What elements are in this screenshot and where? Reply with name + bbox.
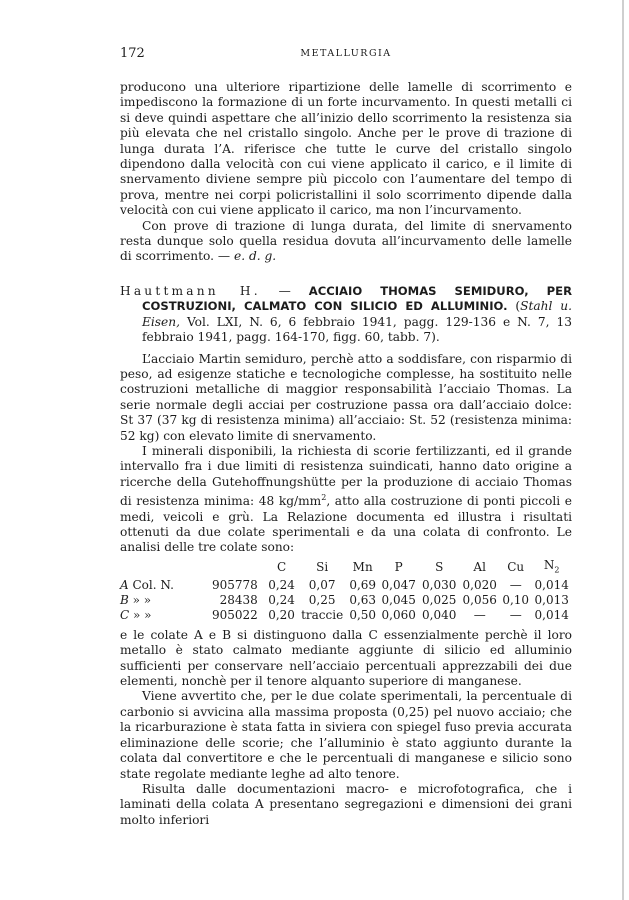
header-cell: Mn — [352, 560, 373, 575]
table-row: C » » 905022 0,20 traccie 0,50 0,060 0,040 — — 0,014 — [120, 608, 572, 623]
header-cell: Cu — [507, 560, 525, 575]
paragraph-conclusion — [120, 219, 572, 265]
header-cell: Al — [473, 560, 486, 575]
table-cell: 0,045 — [381, 593, 416, 608]
table-cell: — — [509, 577, 522, 592]
citation-dash: — — [260, 283, 309, 298]
table-cell: 0,040 — [422, 608, 457, 623]
row-label: B — [120, 593, 129, 608]
page-body — [120, 80, 572, 828]
table-cell: 0,20 — [268, 608, 295, 623]
paragraph-continuation: producono una ulteriore ripartizione delle lamelle di scorrimento e impediscono la formazione di un forte incurvamento. In questi metalli ci si deve quindi aspettare che all’inizio dello scorrimento la resistenza sia più elevata che nel cristallo singolo. Anche per le prove di trazione di lunga durata l’A. riferisce che tutte le curve del cristallo singolo dipendono dalla velocità con cui viene applicato il carico, e il limite di snervamento diviene sempre più piccolo con l’aumentare del tempo di prova, mentre nei corpi policristallini il solo scorrimento dipende dalla velocità con cui viene applicato il carico, ma non l’incurvamento. — [120, 80, 572, 218]
page-header — [120, 46, 572, 64]
article-citation — [120, 284, 572, 346]
table-cell: 0,014 — [534, 608, 569, 623]
table-cell: 0,63 — [349, 593, 377, 608]
table-cell: 0,056 — [462, 593, 497, 608]
paragraph-comparison: e le colate A e B si distinguono dalla C essenzialmente perchè il loro metallo è stato calmato mediante aggiunte di silicio ed alluminio sufficienti per conservare nell’acciaio percentuali apprezzabili dei due elementi, nonchè per il tenore alquanto superiore di manganese. — [120, 627, 572, 689]
table-row: A Col. N. 905778 0,24 0,07 0,69 0,047 0,030 0,020 — 0,014 — [120, 578, 572, 593]
conclusion-text: Con prove di trazione di lunga durata, del limite di snervamento resta dunque solo quella residua dovuta all’incurvamento delle lamelle di scorrimento. — — [120, 218, 572, 264]
table-header-row — [120, 558, 572, 578]
header-cell-nitrogen: $N_2$ — [543, 557, 560, 575]
page-edge-rule — [622, 0, 624, 900]
paragraph-intro: L’acciaio Martin semiduro, perchè atto a soddisfare, con risparmio di peso, ad esigenze statiche e tecnologiche complesse, ha sostituito nelle costruzioni metalliche di maggior responsabilità l’acciaio Thomas. La serie normale degli acciai per costruzione passa ora dall’acciaio dolce: St 37 (37 kg di resistenza minima) all’acciaio: St. 52 (resistenza minima: 52 kg) con elevato limite di snervamento. — [120, 351, 572, 443]
row-label: A — [120, 577, 129, 592]
header-cell: P — [394, 560, 403, 575]
signature-initials: e. d. g. — [234, 249, 277, 264]
table-cell: 0,07 — [308, 577, 336, 592]
table-cell: 0,025 — [422, 593, 457, 608]
page-number: 172 — [120, 46, 145, 61]
header-cell: C — [276, 560, 287, 575]
citation-details: Vol. LXI, N. 6, 6 febbraio 1941, pagg. 129-136 e N. 7, 13 febbraio 1941, pagg. 164-170, figg. 60, tabb. 7). — [142, 314, 572, 345]
header-cell: S — [435, 560, 444, 575]
paragraph-minerals — [120, 444, 572, 556]
table-cell: 0,10 — [502, 593, 530, 608]
citation-author: Hauttmann H. — [120, 283, 261, 298]
table-cell: 0,060 — [381, 608, 416, 623]
table-cell: 0,013 — [534, 593, 569, 608]
table-cell: traccie — [301, 608, 344, 623]
table-cell: 0,69 — [349, 577, 377, 592]
table-cell: — — [473, 608, 486, 623]
citation-journal: Stahl u. Eisen, — [142, 299, 572, 329]
squared-superscript: 2 — [321, 493, 327, 503]
table-cell: 0,020 — [462, 577, 497, 592]
citation-title: ACCIAIO THOMAS SEMIDURO, PER COSTRUZIONI, CALMATO CON SILICIO ED ALLUMINIO. — [142, 283, 572, 314]
table-cell: 0,047 — [381, 577, 416, 592]
table-cell: 0,50 — [349, 608, 377, 623]
header-cell: Si — [316, 560, 329, 575]
minerals-text-a: I minerali disponibili, la richiesta di scorie fertilizzanti, ed il grande intervallo fra i due limiti di resistenza suindicati, hanno dato origine a ricerche della Gutehoffnungshütte per la produzione di acciaio Thomas di resistenza minima: 48 kg/mm — [120, 443, 572, 509]
table-cell: 0,030 — [422, 577, 457, 592]
analysis-table — [120, 558, 572, 624]
paragraph-carbon: Viene avvertito che, per le due colate sperimentali, la percentuale di carbonio si avvicina alla massima proposta (0,25) pel nuovo acciaio; che la ricarburazione è stata fatta in siviera con spiegel fuso previa accurata eliminazione delle scorie; che l’alluminio è stato aggiunto durante la colata dal convertitore e che le percentuali di manganese e silicio sono state regolate mediante leghe ad alto tenore. — [120, 689, 572, 781]
cast-number: 28438 — [219, 593, 258, 608]
table-row: B » » 28438 0,24 0,25 0,63 0,045 0,025 0,056 0,10 0,013 — [120, 593, 572, 608]
table-cell: — — [509, 608, 522, 623]
citation-paren: ( — [507, 299, 521, 314]
paragraph-results: Risulta dalle documentazioni macro- e microfotografica, che i laminati della colata A presentano segregazioni e dimensioni dei grani molto inferiori — [120, 781, 572, 827]
table-cell: 0,24 — [268, 577, 295, 592]
running-head: METALLURGIA — [300, 48, 392, 59]
cast-number: 905022 — [212, 608, 258, 623]
row-label: C — [120, 608, 130, 623]
table-cell: 0,014 — [534, 577, 569, 592]
cast-number: 905778 — [212, 577, 258, 592]
table-cell: 0,25 — [308, 593, 336, 608]
table-cell: 0,24 — [268, 593, 295, 608]
minerals-text-b: , atto alla costruzione di ponti piccoli e medi, veicoli e grù. La Relazione documenta ed illustra i risultati ottenuti da due colate sperimentali e da una colata di confronto. Le analisi delle tre colate sono: — [120, 494, 572, 555]
